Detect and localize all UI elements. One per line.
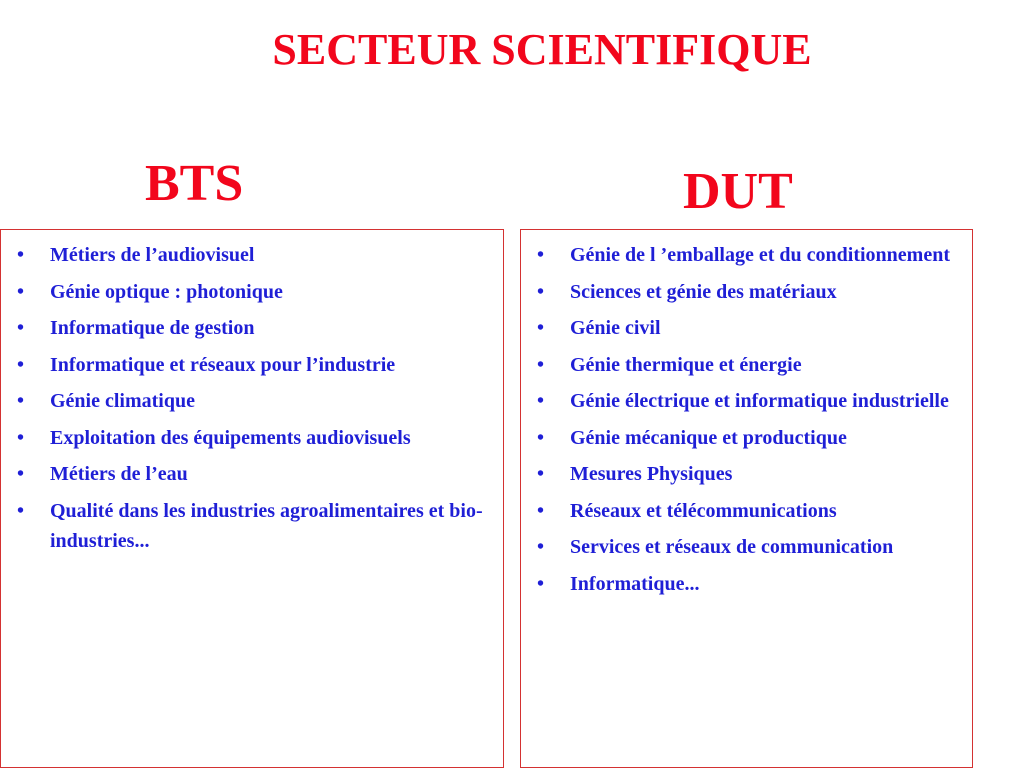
list-item-label: Informatique et réseaux pour l’industrie — [50, 353, 396, 376]
bullet-icon: • — [537, 390, 545, 412]
list-item — [1, 496, 497, 556]
bts-heading: BTS — [145, 155, 244, 212]
bullet-icon: • — [537, 499, 545, 522]
bullet-icon: • — [17, 317, 25, 339]
list-item-label: Mesures Physiques — [570, 463, 733, 485]
list-item-label: Génie climatique — [50, 390, 195, 412]
list-item-label: Métiers de l’eau — [50, 463, 188, 485]
bullet-icon: • — [537, 280, 545, 303]
list-item — [521, 496, 966, 526]
list-item-label: Qualité dans les industries agroalimentaires et bio-industries... — [50, 499, 483, 552]
bullet-icon: • — [17, 426, 25, 449]
list-item — [521, 240, 966, 270]
list-item — [521, 313, 966, 343]
list-item — [1, 240, 497, 270]
list-item-label: Génie thermique et énergie — [570, 353, 802, 376]
list-item-label: Génie mécanique et productique — [570, 426, 847, 449]
list-item — [521, 350, 966, 380]
list-item — [521, 386, 966, 416]
bullet-icon: • — [537, 572, 545, 595]
dut-list — [521, 240, 966, 605]
bullet-icon: • — [537, 536, 545, 558]
list-item — [1, 459, 497, 489]
list-item — [521, 569, 966, 599]
bullet-icon: • — [17, 390, 25, 412]
bullet-icon: • — [17, 280, 25, 303]
list-item — [521, 532, 966, 562]
list-item-label: Génie de l ’emballage et du conditionnement — [570, 244, 950, 266]
bullet-icon: • — [537, 317, 545, 339]
list-item-label: Génie civil — [570, 317, 661, 339]
bullet-icon: • — [537, 244, 545, 266]
bullet-icon: • — [537, 426, 545, 449]
bullet-icon: • — [537, 463, 545, 485]
list-item — [521, 423, 966, 453]
bullet-icon: • — [17, 463, 25, 485]
list-item-label: Génie électrique et informatique industrielle — [570, 390, 949, 412]
dut-heading: DUT — [683, 163, 793, 220]
list-item — [1, 350, 497, 380]
bullet-icon: • — [537, 353, 545, 376]
list-item — [521, 277, 966, 307]
list-item-label: Sciences et génie des matériaux — [570, 280, 837, 303]
list-item — [1, 277, 497, 307]
bullet-icon: • — [17, 499, 25, 522]
list-item — [1, 423, 497, 453]
dut-list-box — [520, 229, 973, 768]
bullet-icon: • — [17, 244, 25, 266]
list-item-label: Exploitation des équipements audiovisuels — [50, 426, 411, 449]
list-item-label: Réseaux et télécommunications — [570, 499, 837, 522]
bullet-icon: • — [17, 353, 25, 376]
list-item-label: Informatique... — [570, 572, 700, 595]
list-item-label: Services et réseaux de communication — [570, 536, 894, 558]
list-item — [521, 459, 966, 489]
list-item-label: Informatique de gestion — [50, 317, 255, 339]
bts-list — [1, 240, 497, 562]
list-item — [1, 386, 497, 416]
list-item — [1, 313, 497, 343]
list-item-label: Génie optique : photonique — [50, 280, 283, 303]
bts-list-box — [0, 229, 504, 768]
list-item-label: Métiers de l’audiovisuel — [50, 244, 255, 266]
page-title: SECTEUR SCIENTIFIQUE — [272, 25, 812, 74]
